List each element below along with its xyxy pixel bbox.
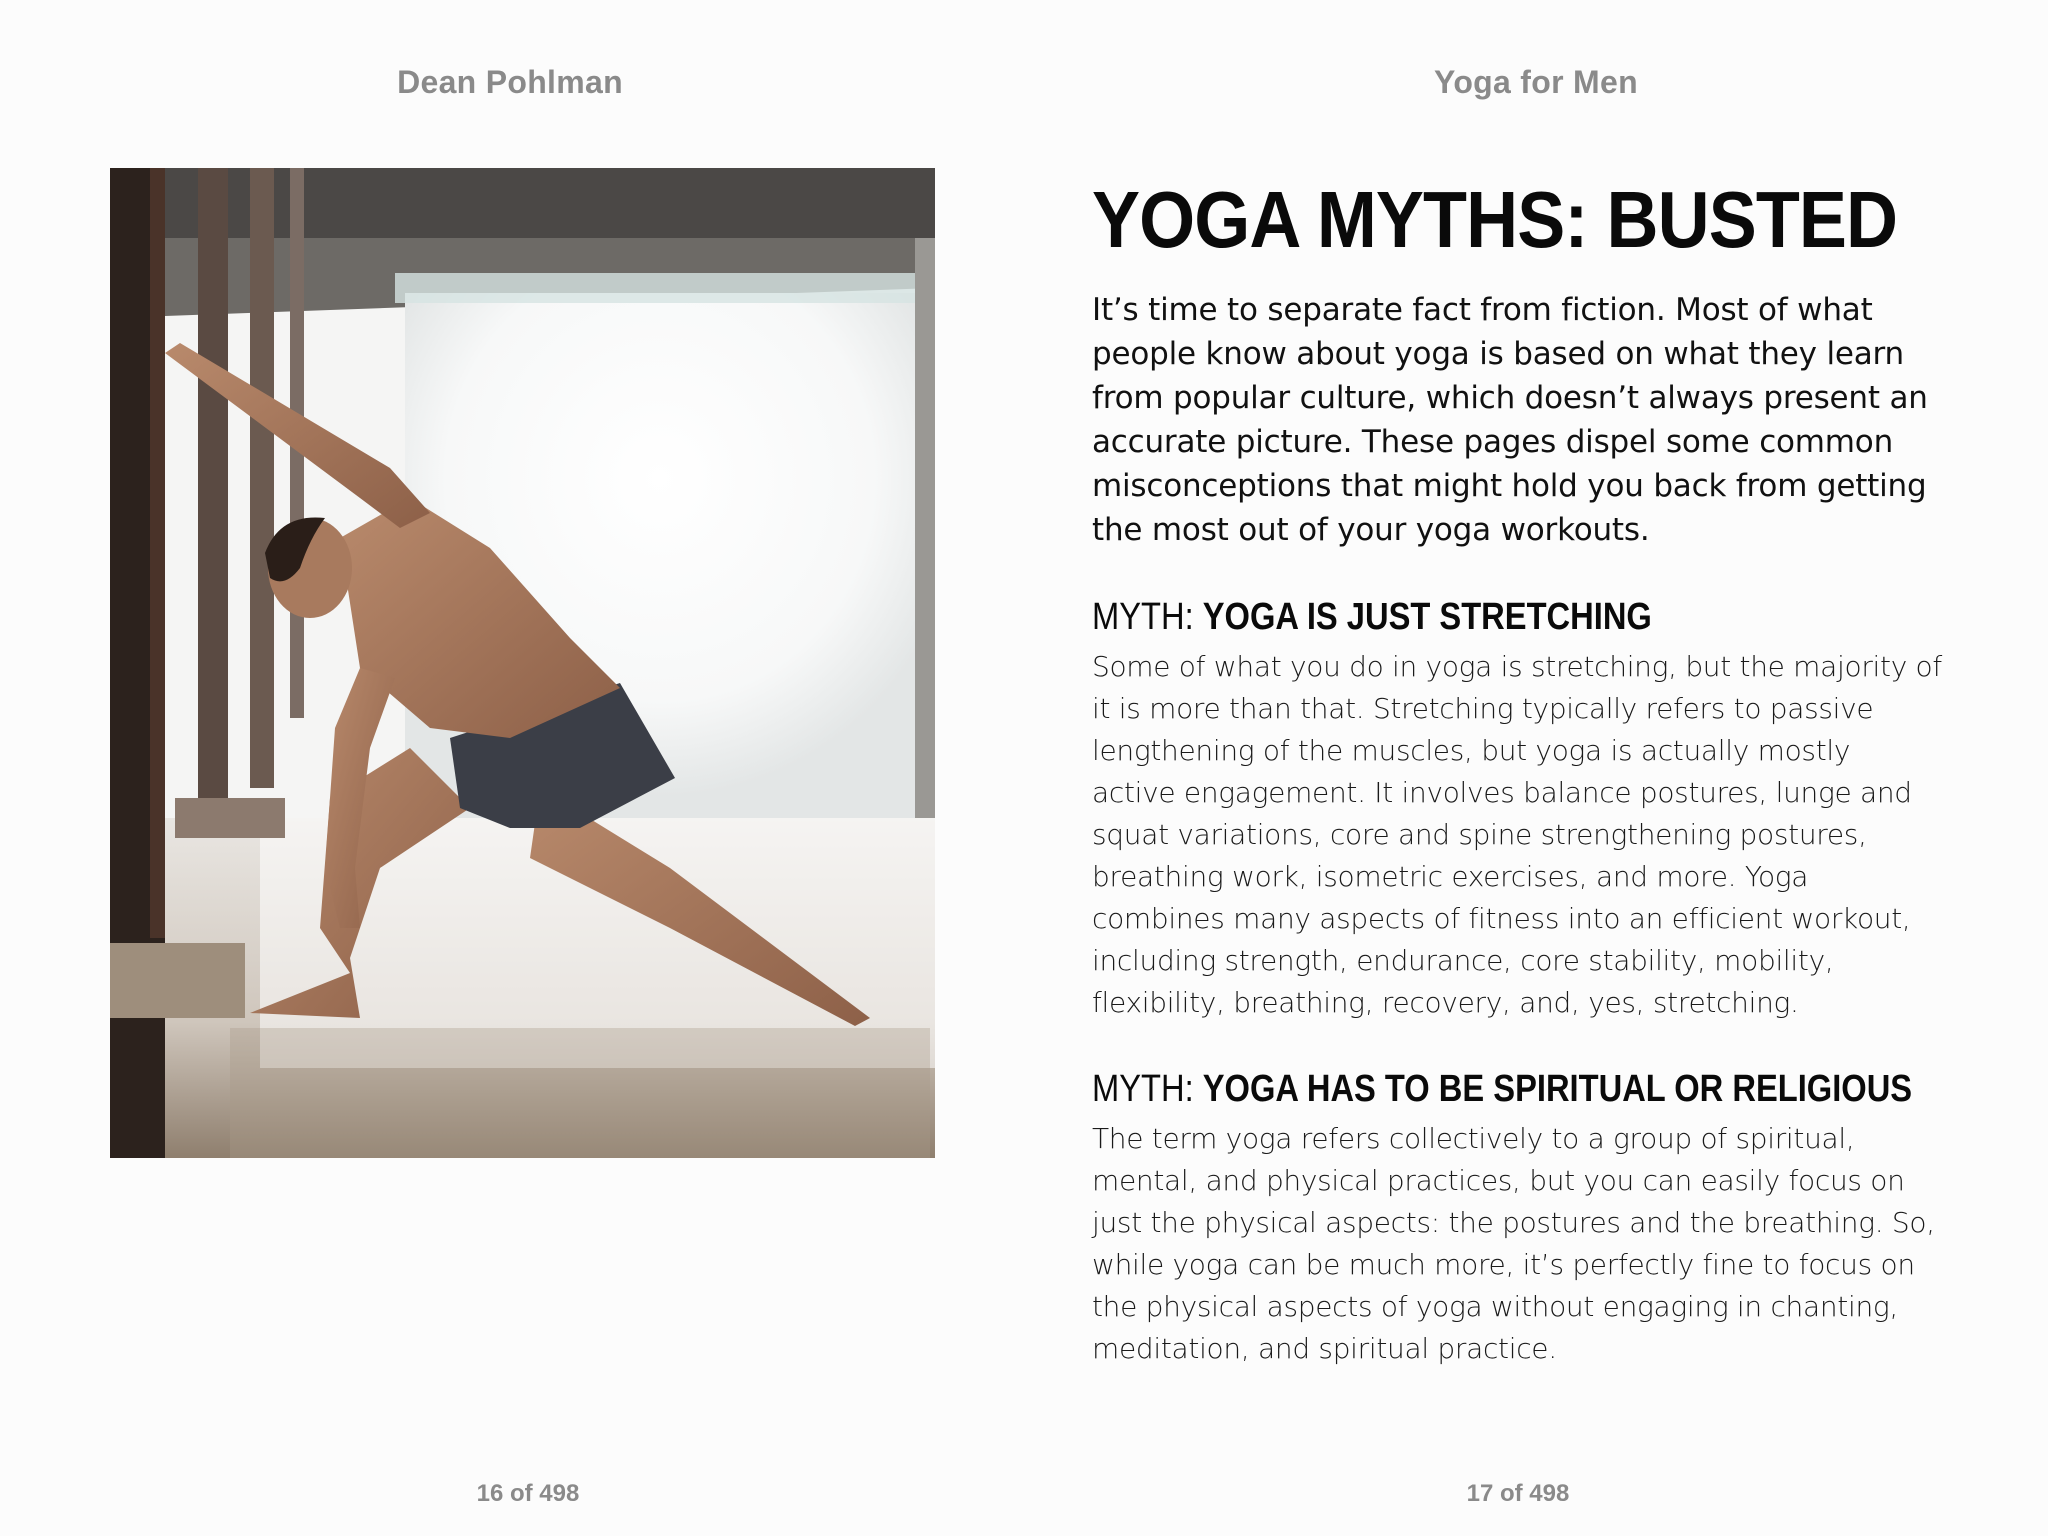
myth-prefix: MYTH: <box>1092 1068 1203 1110</box>
intro-paragraph: It’s time to separate fact from fiction. Most of what people know about yoga is based on what they learn from popular culture, which doesn’t always present an accurate picture. These pages dispel some common misconceptions that might hold you back from getting the most out of your yoga workouts. <box>1092 292 1928 548</box>
myth-section <box>1092 594 1942 1024</box>
myth-body: The term yoga refers collectively to a group of spiritual, mental, and physical practices, but you can easily focus on just the physical aspects: the postures and the breathing. So, while yoga can be much more, it’s perfectly fine to focus on the physical aspects of yoga without engaging in chanting, meditation, and spiritual practice. <box>1092 1122 1935 1365</box>
yoga-pose-photo <box>110 168 935 1158</box>
myth-body: Some of what you do in yoga is stretching, but the majority of it is more than that. Stretching typically refers to passive lengthening of the muscles, but yoga is actually mostly active engagement. It involves balance postures, lunge and squat variations, core and spine strengthening postures, breathing work, isometric exercises, and more. Yoga combines many aspects of fitness into an efficient workout, including strength, endurance, core stability, mobility, flexibility, breathing, recovery, and, yes, stretching. <box>1092 650 1942 1019</box>
myth-heading <box>1092 594 1823 640</box>
myth-prefix: MYTH: <box>1092 596 1203 638</box>
myth-title: YOGA HAS TO BE SPIRITUAL OR RELIGIOUS <box>1202 1068 1913 1110</box>
myth-section <box>1092 1066 1942 1370</box>
chapter-title: YOGA MYTHS: BUSTED <box>1092 175 1898 264</box>
text-column <box>1092 170 1942 1370</box>
book-title-header: Yoga for Men <box>1434 64 1638 100</box>
page-number-left: 16 of 498 <box>476 1480 580 1507</box>
page-number-right: 17 of 498 <box>1466 1480 1570 1507</box>
book-author-header: Dean Pohlman <box>397 64 623 100</box>
myth-heading <box>1092 1066 1913 1112</box>
myth-title: YOGA IS JUST STRETCHING <box>1202 596 1652 638</box>
